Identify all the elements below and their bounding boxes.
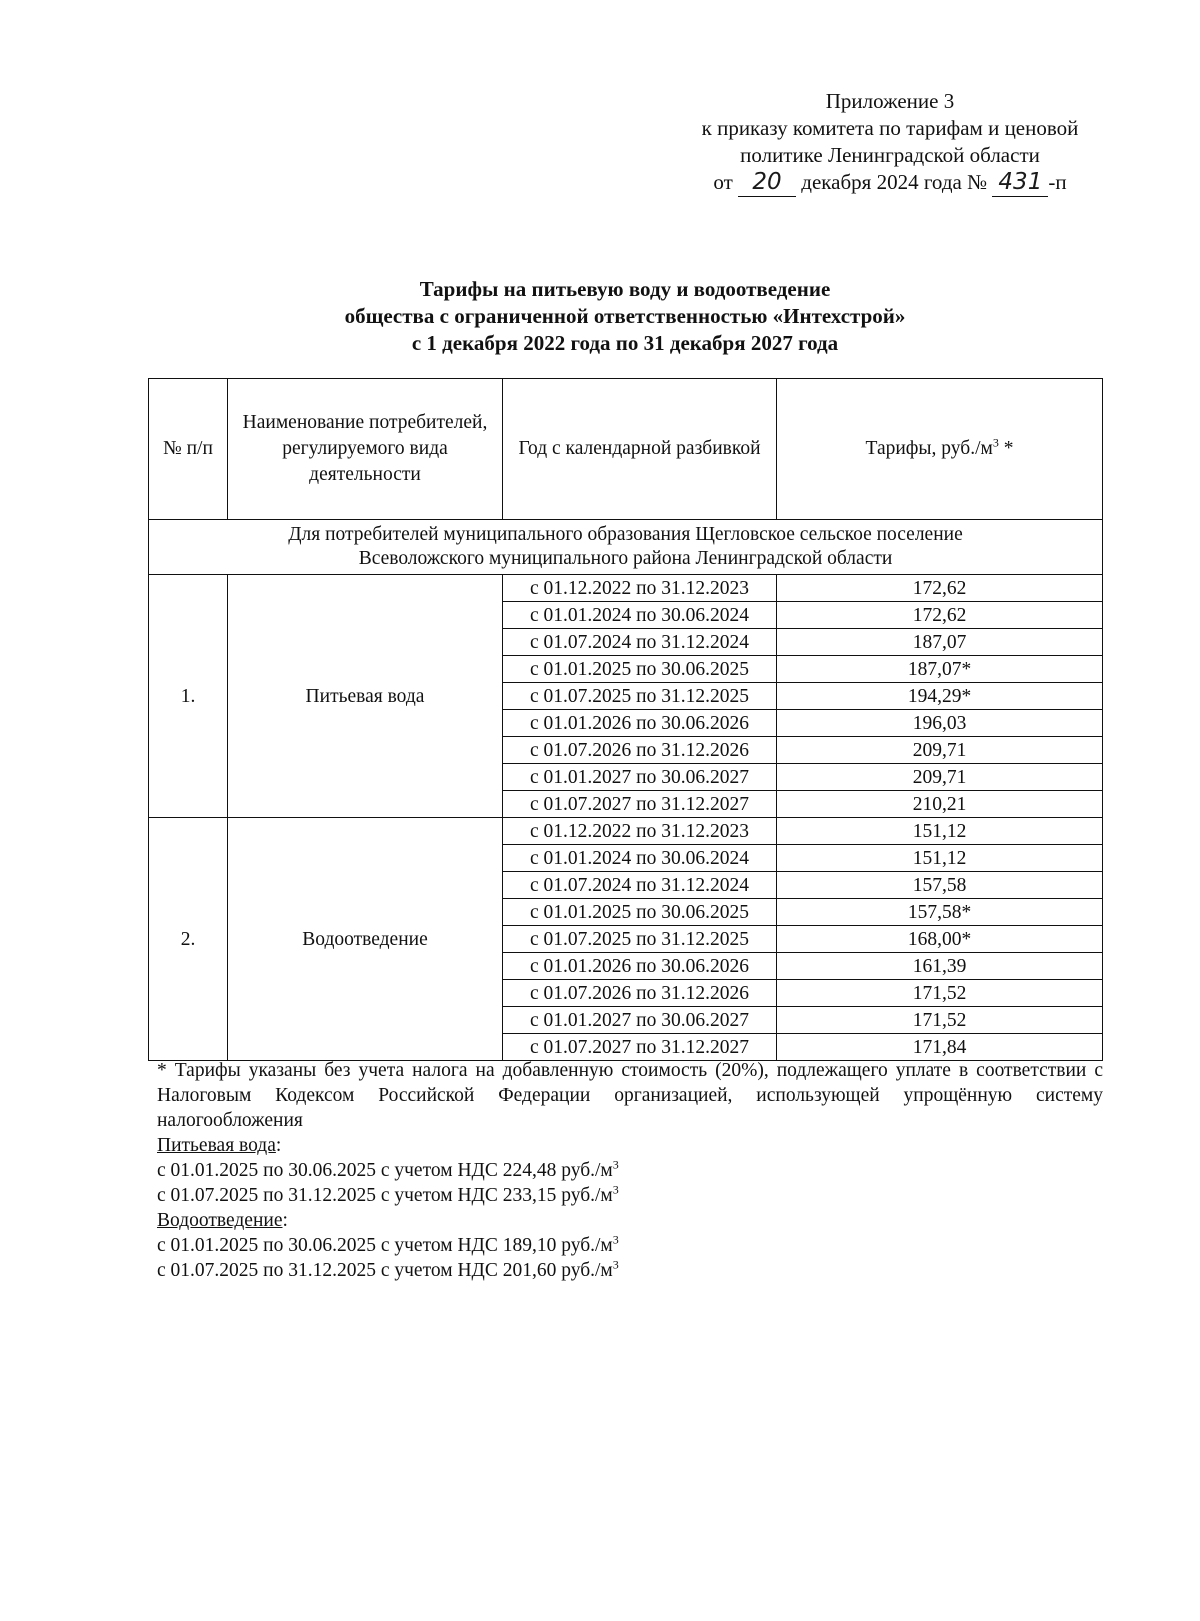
- tariff-cell: 209,71: [777, 764, 1103, 791]
- water-vat-text-2: с 01.07.2025 по 31.12.2025 с учетом НДС 233,15 руб./м: [157, 1185, 613, 1206]
- header-name: Наименование потребителей, регулируемого вида деятельности: [228, 379, 503, 520]
- water-heading-row: Питьевая вода:: [157, 1135, 282, 1156]
- tariff-cell: 168,00*: [777, 926, 1103, 953]
- appendix-line-1: Приложение 3: [825, 89, 955, 113]
- appendix-line-3: политике Ленинградской области: [740, 143, 1040, 167]
- sewer-vat-sup-1: 3: [612, 1232, 619, 1247]
- water-vat-sup-1: 3: [612, 1157, 619, 1172]
- handwritten-day: 20: [738, 169, 796, 197]
- group-name: Питьевая вода: [228, 575, 503, 818]
- group-name: Водоотведение: [228, 818, 503, 1061]
- sewer-vat-line-1: [157, 1233, 1103, 1258]
- sewer-vat-text-2: с 01.07.2025 по 31.12.2025 с учетом НДС 201,60 руб./м: [157, 1260, 613, 1281]
- period-cell: с 01.01.2025 по 30.06.2025: [503, 899, 777, 926]
- header-tariff-label: Тарифы, руб./м: [865, 438, 993, 459]
- order-suffix: -п: [1048, 170, 1067, 194]
- tariff-cell: 194,29*: [777, 683, 1103, 710]
- period-cell: с 01.07.2026 по 31.12.2026: [503, 737, 777, 764]
- tariff-cell: 196,03: [777, 710, 1103, 737]
- tariff-cell: 171,52: [777, 1007, 1103, 1034]
- tariff-cell: 171,52: [777, 980, 1103, 1007]
- region-cell: [149, 520, 1103, 575]
- header-tariff: [777, 379, 1103, 520]
- sewer-heading-row: Водоотведение:: [157, 1210, 288, 1231]
- tariff-cell: 171,84: [777, 1034, 1103, 1061]
- appendix-header: [640, 88, 1140, 197]
- period-cell: с 01.01.2026 по 30.06.2026: [503, 710, 777, 737]
- period-cell: с 01.01.2024 по 30.06.2024: [503, 602, 777, 629]
- month-year: декабря 2024 года №: [801, 170, 988, 194]
- tariff-cell: 161,39: [777, 953, 1103, 980]
- period-cell: с 01.07.2026 по 31.12.2026: [503, 980, 777, 1007]
- sewer-vat-line-2: [157, 1258, 1103, 1283]
- water-vat-line-2: [157, 1183, 1103, 1208]
- title-line-2: общества с ограниченной ответственностью «Интехстрой»: [344, 304, 906, 328]
- header-tariff-suffix: *: [998, 438, 1014, 459]
- period-cell: с 01.07.2024 по 31.12.2024: [503, 629, 777, 656]
- tariff-cell: 157,58*: [777, 899, 1103, 926]
- water-heading: Питьевая вода: [157, 1135, 276, 1156]
- period-cell: с 01.01.2024 по 30.06.2024: [503, 845, 777, 872]
- region-line-1: Для потребителей муниципального образования Щегловское сельское поселение: [288, 524, 963, 545]
- title-line-3: с 1 декабря 2022 года по 31 декабря 2027 года: [411, 331, 839, 355]
- sewer-vat-text-1: с 01.01.2025 по 30.06.2025 с учетом НДС 189,10 руб./м: [157, 1235, 613, 1256]
- period-cell: с 01.01.2026 по 30.06.2026: [503, 953, 777, 980]
- title-line-1: Тарифы на питьевую воду и водоотведение: [419, 277, 831, 301]
- from-label: от: [713, 170, 733, 194]
- tariff-cell: 187,07*: [777, 656, 1103, 683]
- water-vat-line-1: [157, 1158, 1103, 1183]
- header-tariff-sup: 3: [992, 435, 999, 450]
- tariff-cell: 172,62: [777, 602, 1103, 629]
- order-date-line: [640, 169, 1140, 197]
- vat-footnote: * Тарифы указаны без учета налога на добавленную стоимость (20%), подлежащего уплате в соответствии с Налоговым Кодексом Российской Федерации организацией, использующей упрощённую систему налогообложения: [157, 1060, 1103, 1131]
- document-title: [160, 276, 1090, 357]
- tariff-cell: 210,21: [777, 791, 1103, 818]
- period-cell: с 01.07.2027 по 31.12.2027: [503, 791, 777, 818]
- group-number: 1.: [149, 575, 228, 818]
- sewer-vat-sup-2: 3: [612, 1257, 619, 1272]
- period-cell: с 01.01.2027 по 30.06.2027: [503, 764, 777, 791]
- tariff-cell: 187,07: [777, 629, 1103, 656]
- sewer-heading: Водоотведение: [157, 1210, 283, 1231]
- water-vat-text-1: с 01.01.2025 по 30.06.2025 с учетом НДС 224,48 руб./м: [157, 1160, 613, 1181]
- handwritten-order-number: 431: [992, 169, 1048, 197]
- tariff-cell: 172,62: [777, 575, 1103, 602]
- period-cell: с 01.07.2024 по 31.12.2024: [503, 872, 777, 899]
- header-period: Год с календарной разбивкой: [503, 379, 777, 520]
- tariff-cell: 209,71: [777, 737, 1103, 764]
- notes-section: [157, 1058, 1103, 1283]
- header-no: № п/п: [149, 379, 228, 520]
- period-cell: с 01.01.2025 по 30.06.2025: [503, 656, 777, 683]
- appendix-line-2: к приказу комитета по тарифам и ценовой: [701, 116, 1079, 140]
- tariff-cell: 151,12: [777, 818, 1103, 845]
- tariff-table: [148, 378, 1103, 1061]
- period-cell: с 01.12.2022 по 31.12.2023: [503, 818, 777, 845]
- table-row: [149, 575, 1103, 602]
- period-cell: с 01.01.2027 по 30.06.2027: [503, 1007, 777, 1034]
- tariff-cell: 157,58: [777, 872, 1103, 899]
- table-header-row: [149, 379, 1103, 520]
- region-row: [149, 520, 1103, 575]
- table-row: [149, 818, 1103, 845]
- period-cell: с 01.07.2027 по 31.12.2027: [503, 1034, 777, 1061]
- period-cell: с 01.07.2025 по 31.12.2025: [503, 683, 777, 710]
- region-line-2: Всеволожского муниципального района Ленинградской области: [358, 548, 893, 569]
- period-cell: с 01.07.2025 по 31.12.2025: [503, 926, 777, 953]
- water-vat-sup-2: 3: [612, 1182, 619, 1197]
- group-number: 2.: [149, 818, 228, 1061]
- period-cell: с 01.12.2022 по 31.12.2023: [503, 575, 777, 602]
- tariff-cell: 151,12: [777, 845, 1103, 872]
